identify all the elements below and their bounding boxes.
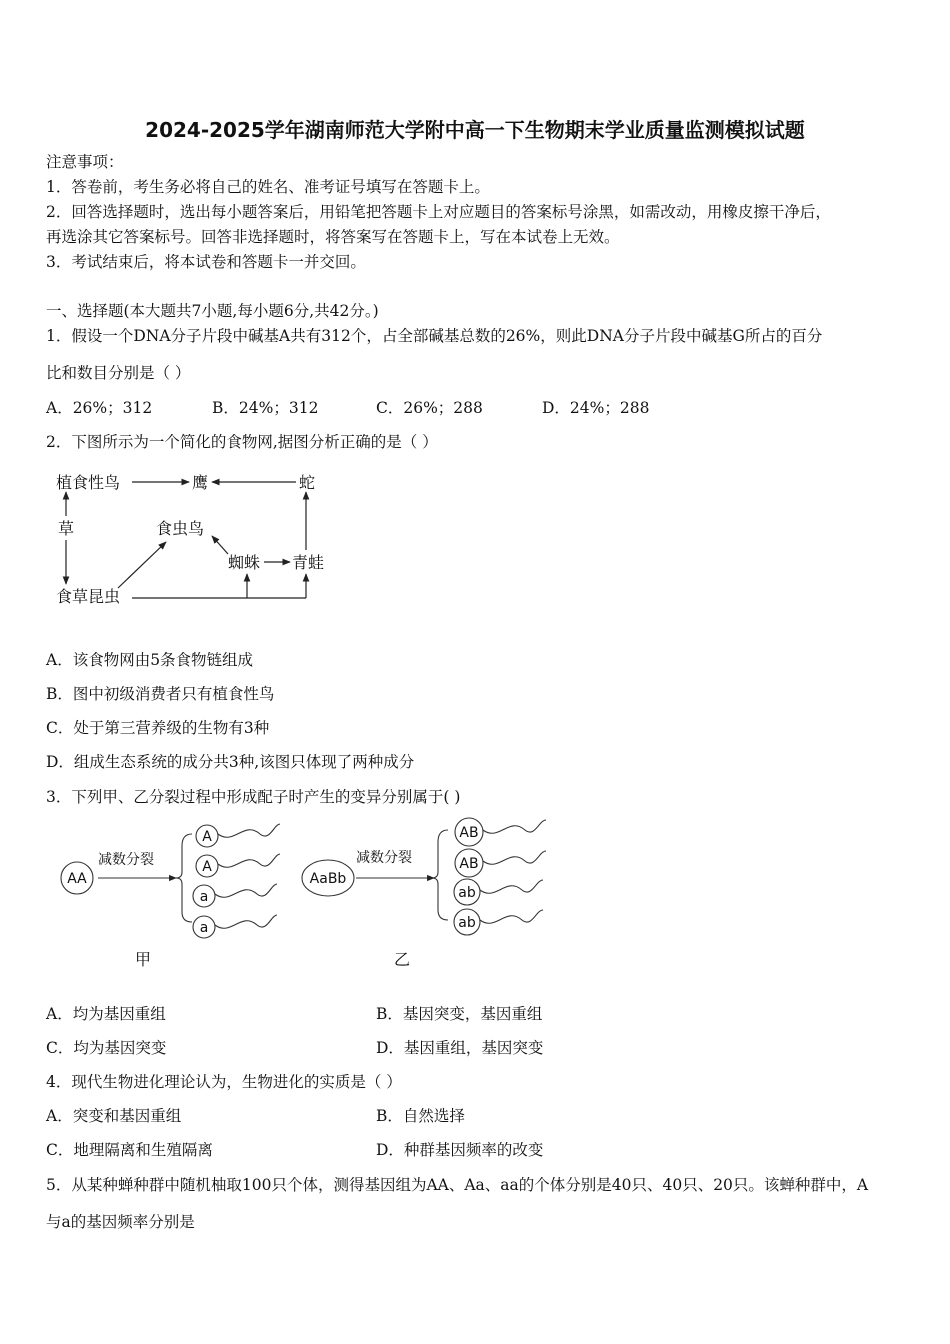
node-zhizhu: 蜘蛛: [228, 553, 261, 572]
q4-option-b: B．自然选择: [376, 1107, 465, 1125]
section-heading: 一、选择题(本大题共7小题,每小题6分,共42分。): [46, 302, 379, 320]
q2-option-c: C．处于第三营养级的生物有3种: [46, 719, 270, 737]
gamete-label: a: [199, 920, 209, 936]
q3-option-b: B．基因突变，基因重组: [376, 1005, 543, 1023]
tail-icon: [483, 851, 546, 864]
q2-option-a: A．该食物网由5条食物链组成: [46, 651, 254, 669]
notice-item: 1．答卷前，考生务必将自己的姓名、准考证号填写在答题卡上。: [46, 178, 490, 196]
q1-option-c: C．26%；288: [376, 399, 483, 417]
q3-option-a: A．均为基因重组: [46, 1005, 166, 1023]
gamete-label: ab: [458, 915, 476, 931]
q1-option-b: B．24%；312: [212, 399, 319, 417]
question-2-stem: 2．下图所示为一个简化的食物网,据图分析正确的是（ ）: [46, 433, 438, 451]
tail-icon: [480, 910, 543, 923]
diagram-label-jia: 甲: [135, 950, 152, 969]
question-1-stem: 1．假设一个DNA分子片段中碱基A共有312个，占全部碱基总数的26%，则此DNA分子片段中碱基G所占的百分: [46, 327, 823, 345]
parent-label-yi: AaBb: [309, 871, 347, 887]
q3-option-c: C．均为基因突变: [46, 1039, 167, 1057]
process-label-yi: 减数分裂: [356, 850, 412, 866]
arrow-kunchong-shichong: [118, 542, 166, 588]
meiosis-diagram: [56, 816, 556, 976]
gamete-label: ab: [458, 885, 476, 901]
tail-icon: [480, 880, 543, 893]
notice-item: 2．回答选择题时，选出每小题答案后，用铅笔把答题卡上对应题目的答案标号涂黑，如需改动，用橡皮擦干净后，: [46, 203, 831, 221]
node-qingwa: 青蛙: [292, 553, 325, 572]
diagram-label-yi: 乙: [394, 950, 411, 969]
arrow-zhizhu-shichong: [212, 536, 228, 554]
gamete-label: AB: [459, 825, 479, 841]
question-4-stem: 4．现代生物进化理论认为，生物进化的实质是（ ）: [46, 1073, 402, 1091]
page-title: 2024-2025学年湖南师范大学附中高一下生物期末学业质量监测模拟试题: [145, 118, 805, 142]
q1-option-d: D．24%；288: [542, 399, 650, 417]
tail-icon: [215, 884, 277, 897]
node-zhishi: 植食性鸟: [56, 473, 121, 492]
brace-jia: [176, 834, 192, 922]
gamete-label: A: [202, 829, 212, 845]
notice-item: 3．考试结束后，将本试卷和答题卡一并交回。: [46, 253, 366, 271]
tail-icon: [215, 915, 277, 928]
gamete-label: AB: [459, 856, 479, 872]
node-cao: 草: [58, 519, 75, 538]
q4-option-c: C．地理隔离和生殖隔离: [46, 1141, 213, 1159]
question-3-stem: 3．下列甲、乙分裂过程中形成配子时产生的变异分别属于( ): [46, 788, 461, 806]
parent-label-jia: AA: [67, 871, 87, 887]
q4-option-a: A．突变和基因重组: [46, 1107, 182, 1125]
gamete-label: A: [202, 859, 212, 875]
tail-icon: [218, 824, 280, 837]
node-ying: 鹰: [192, 473, 209, 492]
q2-option-d: D．组成生态系统的成分共3种,该图只体现了两种成分: [46, 753, 415, 771]
brace-yi: [432, 830, 448, 920]
notice-item: 再选涂其它答案标号。回答非选择题时，将答案写在答题卡上，写在本试卷上无效。: [46, 228, 620, 246]
question-5-stem: 5．从某种蝉种群中随机柚取100只个体，测得基因组为AA、Aa、aa的个体分别是40只、40只、20只。该蝉种群中，A: [46, 1176, 869, 1194]
notice-heading: 注意事项：: [46, 153, 124, 171]
process-label-jia: 减数分裂: [98, 852, 154, 868]
node-shichong: 食虫鸟: [156, 519, 205, 538]
node-she: 蛇: [299, 473, 316, 492]
tail-icon: [218, 854, 280, 867]
node-kunchong: 食草昆虫: [56, 587, 121, 606]
tail-icon: [483, 820, 546, 833]
question-1-stem-cont: 比和数目分别是（ ）: [46, 364, 191, 382]
question-5-stem-cont: 与a的基因频率分别是: [46, 1213, 195, 1231]
q4-option-d: D．种群基因频率的改变: [376, 1141, 544, 1159]
food-web-diagram: [44, 462, 344, 622]
q2-option-b: B．图中初级消费者只有植食性鸟: [46, 685, 275, 703]
gamete-label: a: [199, 889, 209, 905]
q1-option-a: A．26%；312: [46, 399, 153, 417]
q3-option-d: D．基因重组，基因突变: [376, 1039, 544, 1057]
